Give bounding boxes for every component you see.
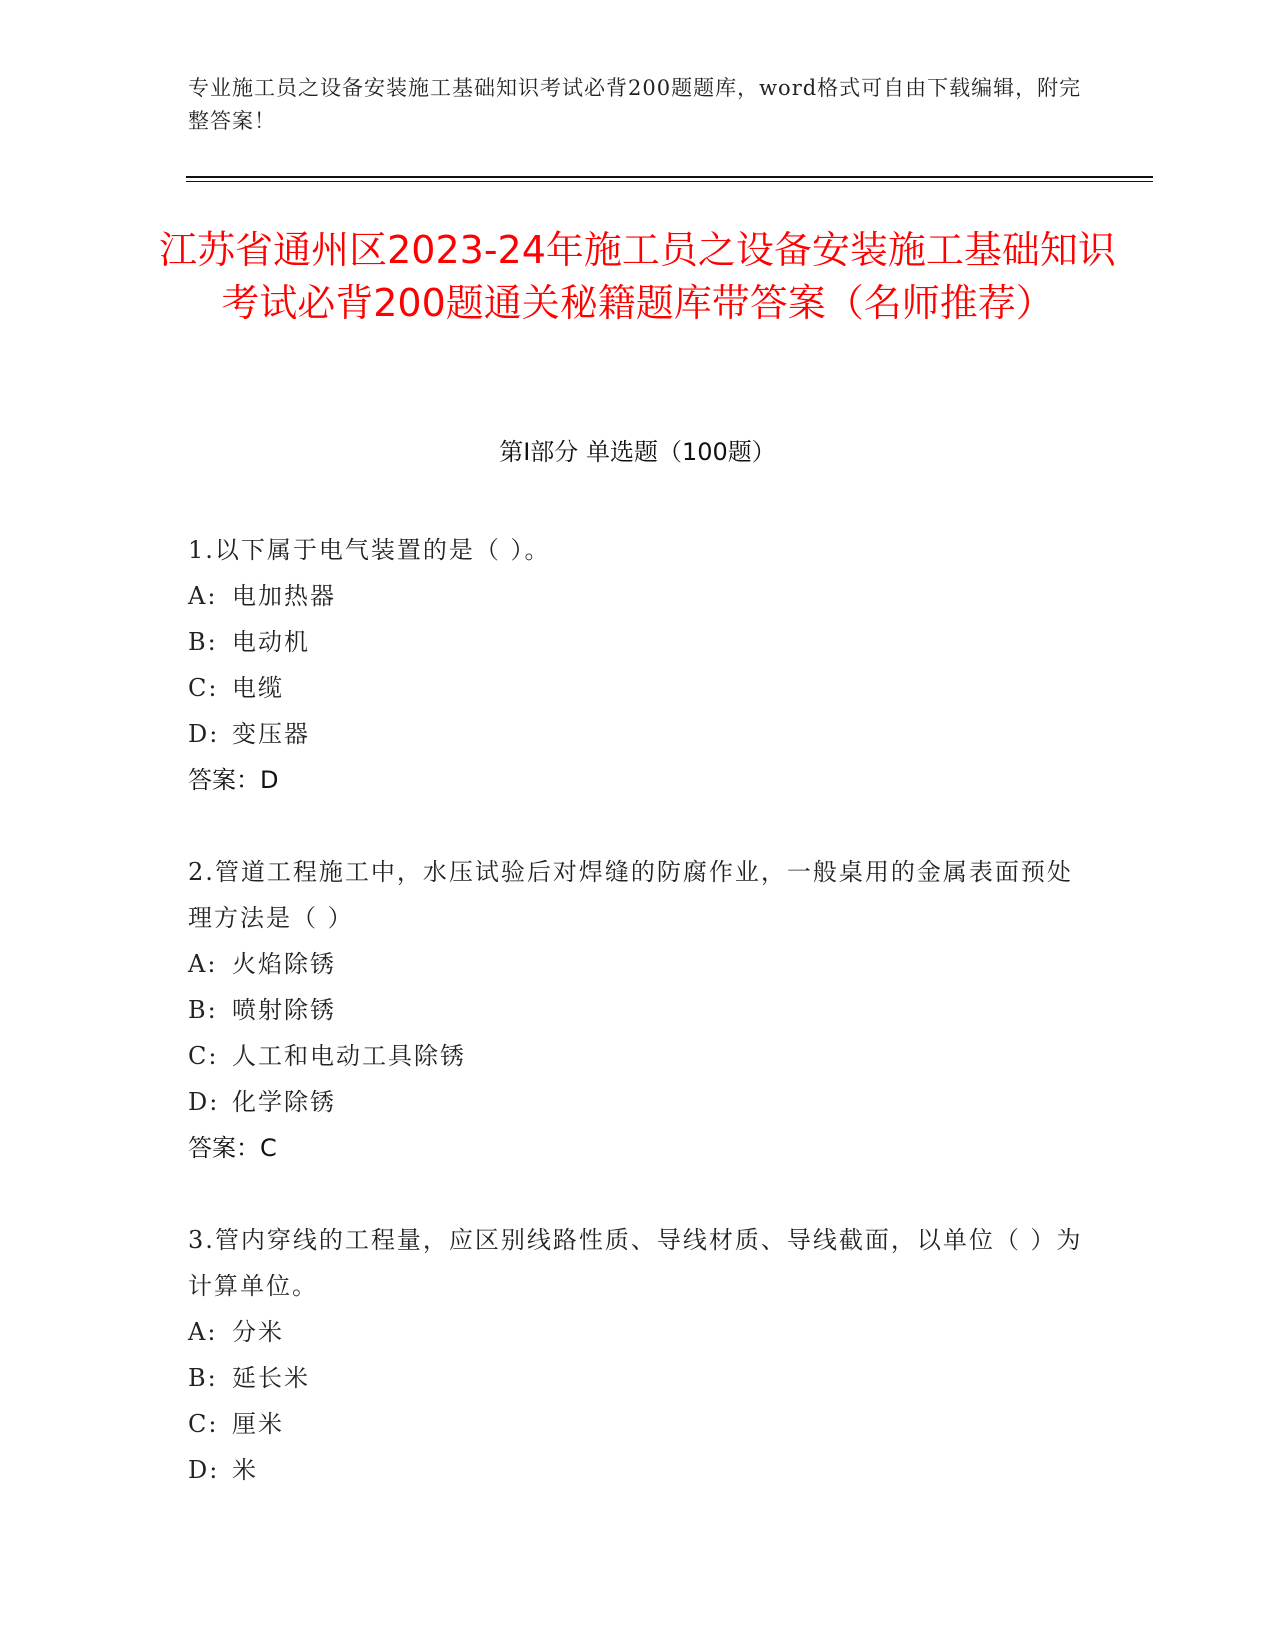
option-text: 电加热器 — [232, 582, 336, 610]
header-note: 专业施工员之设备安装施工基础知识考试必背200题题库，word格式可自由下载编辑，附完整答案！ — [188, 76, 1082, 133]
option-text: 喷射除锈 — [232, 996, 336, 1024]
option-key: D: — [188, 1088, 220, 1116]
option-text: 火焰除锈 — [232, 950, 336, 978]
option-key: C: — [188, 1410, 219, 1438]
option-b — [188, 987, 1088, 1033]
option-key: D: — [188, 720, 220, 748]
option-key: A: — [188, 950, 218, 978]
option-key: C: — [188, 674, 219, 702]
answer-line: 答案：C — [188, 1134, 277, 1162]
option-key: C: — [188, 1042, 219, 1070]
option-a — [188, 573, 1088, 619]
option-b — [188, 619, 1088, 665]
option-text: 化学除锈 — [232, 1088, 336, 1116]
option-b — [188, 1355, 1088, 1401]
header-divider-thick — [186, 176, 1153, 178]
option-key: A: — [188, 1318, 218, 1346]
document-title: 江苏省通州区2023-24年施工员之设备安装施工基础知识考试必背200题通关秘籍题库带答案（名师推荐） — [159, 228, 1116, 325]
option-key: B: — [188, 628, 218, 656]
option-text: 延长米 — [232, 1364, 310, 1392]
option-text: 电动机 — [232, 628, 310, 656]
option-text: 米 — [232, 1456, 258, 1484]
question-stem: 1.以下属于电气装置的是（ ）。 — [188, 536, 551, 564]
option-c — [188, 1033, 1088, 1079]
option-text: 厘米 — [232, 1410, 284, 1438]
answer-line: 答案：D — [188, 766, 279, 794]
question-2 — [188, 849, 1088, 1171]
question-stem: 2.管道工程施工中，水压试验后对焊缝的防腐作业，一般桌用的金属表面预处理方法是（ ） — [188, 858, 1073, 932]
option-text: 人工和电动工具除锈 — [232, 1042, 466, 1070]
option-d — [188, 711, 1088, 757]
option-a — [188, 941, 1088, 987]
option-text: 电缆 — [232, 674, 284, 702]
option-key: D: — [188, 1456, 220, 1484]
option-text: 变压器 — [232, 720, 310, 748]
header-divider-thin — [186, 181, 1153, 182]
option-a — [188, 1309, 1088, 1355]
question-list — [188, 527, 1088, 1539]
option-key: B: — [188, 996, 218, 1024]
option-c — [188, 1401, 1088, 1447]
option-key: A: — [188, 582, 218, 610]
option-d — [188, 1079, 1088, 1125]
question-1 — [188, 527, 1088, 803]
question-stem: 3.管内穿线的工程量，应区别线路性质、导线材质、导线截面，以单位（ ）为计算单位。 — [188, 1226, 1083, 1300]
option-d — [188, 1447, 1088, 1493]
option-c — [188, 665, 1088, 711]
option-key: B: — [188, 1364, 218, 1392]
question-3 — [188, 1217, 1088, 1493]
option-text: 分米 — [232, 1318, 284, 1346]
section-title: 第I部分 单选题（100题） — [499, 438, 776, 466]
